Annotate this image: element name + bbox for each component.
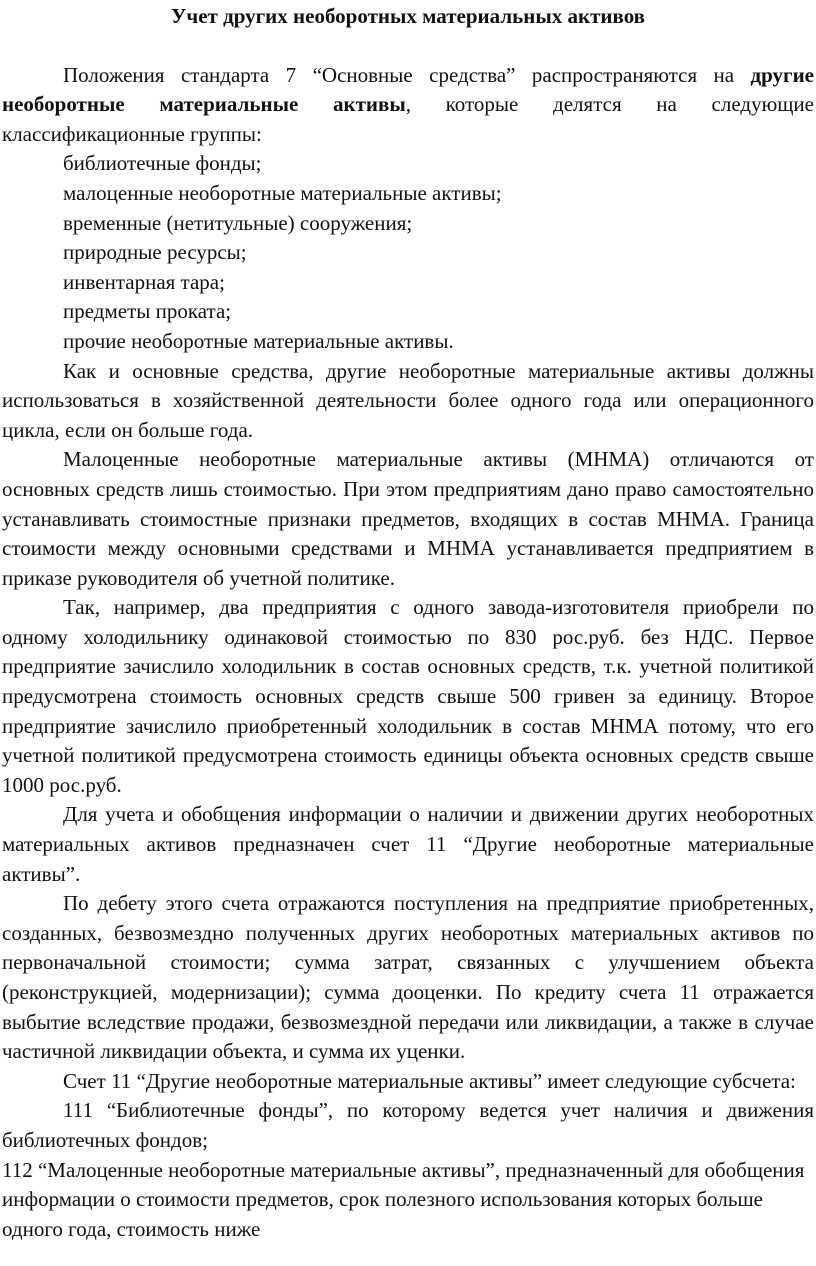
list-item: временные (нетитульные) сооружения; [63,210,413,235]
paragraph-usage-period: Как и основные средства, другие необоротные материальные активы должны использоваться в хозяйственной деятельности более одного года или операционного цикла, если он больше года. [2,358,814,442]
paragraph-subaccounts: Счет 11 “Другие необоротные материальные активы” имеет следующие субсчета: [63,1068,796,1093]
intro-text-after: , которые делятся на следующие классификационные группы: [2,92,814,146]
paragraph-subaccount-112: 112 “Малоценные необоротные материальные активы”, предназначенный для обобщения информации о стоимости предметов, срок полезного использования которых больше одного года, стоимость ниже [2,1157,805,1241]
intro-bold-term: другие необоротные материальные активы [2,62,814,117]
list-item: малоценные необоротные материальные активы; [63,180,502,205]
paragraph-debit-credit: По дебету этого счета отражаются поступления на предприятие приобретенных, созданных, безвозмездно полученных других необоротных материальных активов по первоначальной стоимости; сумма затрат, связанных с улучшением объекта (реконструкцией, модернизации); сумма дооценки. По кредиту счета 11 отражается выбытие вследствие продажи, безвозмездной передачи или ликвидации, а также в случае частичной ликвидации объекта, и сумма их уценки. [2,891,814,1064]
paragraph-mnma-definition: Малоценные необоротные материальные активы (МНМА) отличаются от основных средств лишь стоимостью. При этом предприятиям дано право самостоятельно устанавливать стоимостные признаки предметов, входящих в состав МНМА. Граница стоимости между основными средствами и МНМА устанавливается предприятием в приказе руководителя об учетной политике. [2,447,814,590]
list-item: библиотечные фонды; [63,151,262,176]
intro-paragraph [2,61,814,150]
paragraph-account-11: Для учета и обобщения информации о наличии и движении других необоротных материальных активов предназначен счет 11 “Другие необоротные материальные активы”. [2,802,814,886]
list-item: природные ресурсы; [63,240,247,265]
list-item: инвентарная тара; [63,269,225,294]
list-item: предметы проката; [63,299,232,324]
list-item: прочие необоротные материальные активы. [63,328,454,353]
paragraph-subaccount-111: 111 “Библиотечные фонды”, по которому ведется учет наличия и движения библиотечных фондов; [2,1098,814,1152]
intro-text-before: Положения стандарта 7 “Основные средства” распространяются на [63,62,751,87]
document-title: Учет других необоротных материальных активов [170,4,646,28]
paragraph-example: Так, например, два предприятия с одного завода-изготовителя приобрели по одному холодильнику одинаковой стоимостью по 830 рос.руб. без НДС. Первое предприятие зачислило холодильник в состав основных средств, т.к. учетной политикой предусмотрена стоимость основных средств свыше 500 гривен за единицу. Второе предприятие зачислило приобретенный холодильник в состав МНМА потому, что его учетной политикой предусмотрена стоимость единицы объекта основных средств свыше 1000 рос.руб. [2,595,814,797]
